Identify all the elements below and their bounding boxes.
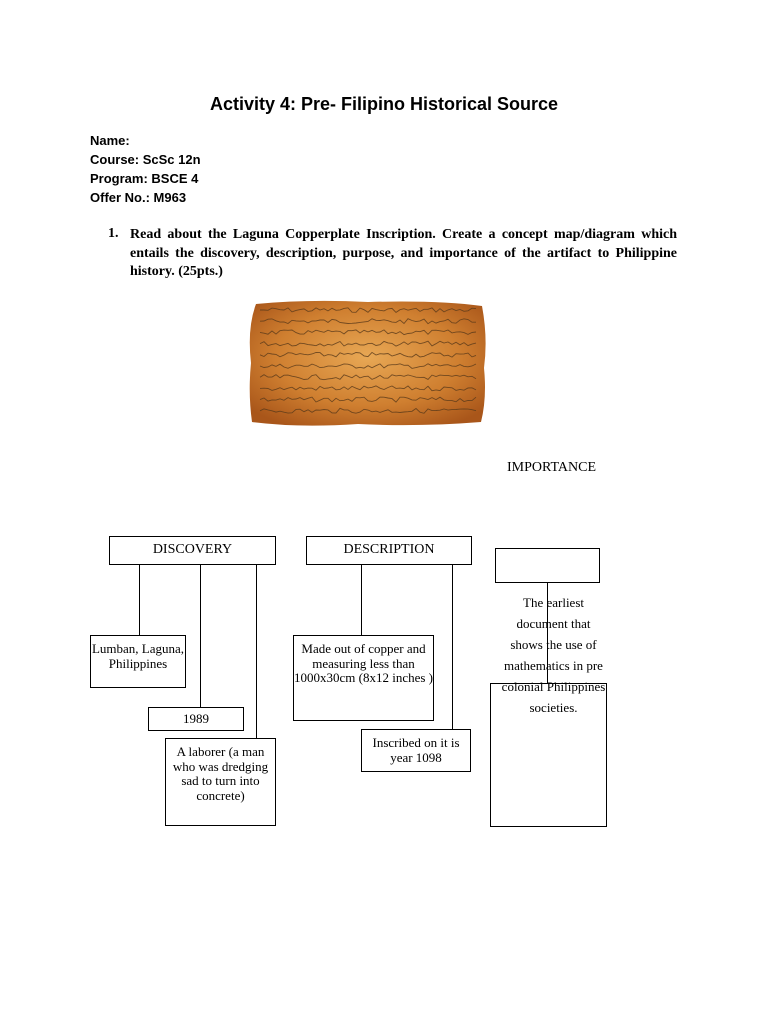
discovery-title: DISCOVERY	[152, 542, 233, 557]
importance-line: mathematics in pre	[504, 658, 603, 673]
student-info	[90, 131, 201, 207]
discovery-finder-text: A laborer (a man who was dredging sad to turn into concrete)	[172, 744, 269, 803]
description-inscribed-box	[361, 729, 471, 772]
connector-line	[200, 565, 201, 707]
discovery-box	[109, 536, 276, 565]
description-inscribed-text: Inscribed on it is year 1098	[372, 735, 460, 765]
program-line: Program: BSCE 4	[90, 171, 199, 186]
discovery-place-box	[90, 635, 186, 688]
connector-line	[361, 565, 362, 635]
description-box	[306, 536, 472, 565]
question-number: 1.	[108, 226, 119, 241]
importance-empty-box	[495, 548, 600, 583]
importance-line: document that	[516, 616, 591, 631]
discovery-year-box	[148, 707, 244, 731]
description-material-text: Made out of copper and measuring less than 1000x30cm (8x12 inches )	[294, 641, 434, 685]
importance-line: The earliest	[523, 595, 584, 610]
connector-line	[256, 565, 257, 738]
importance-line: colonial Philippines	[501, 679, 606, 694]
connector-line	[139, 565, 140, 635]
importance-line: societies.	[529, 700, 578, 715]
page-title: Activity 4: Pre- Filipino Historical Source	[209, 94, 559, 114]
importance-line: shows the use of	[510, 637, 597, 652]
description-title: DESCRIPTION	[343, 542, 435, 557]
offer-line: Offer No.: M963	[90, 190, 187, 205]
discovery-finder-box	[165, 738, 276, 826]
description-material-box	[293, 635, 434, 721]
discovery-year-text: 1989	[183, 711, 209, 726]
connector-line	[452, 565, 453, 729]
course-line: Course: ScSc 12n	[90, 152, 201, 167]
name-label: Name:	[90, 133, 130, 148]
discovery-place-text: Lumban, Laguna, Philippines	[91, 641, 185, 671]
question-text: Read about the Laguna Copperplate Inscription. Create a concept map/diagram which entails the discovery, description, purpose, and importance of the artifact to Philippine history. (25pts.)	[130, 227, 677, 279]
importance-text	[490, 592, 617, 718]
copperplate-image	[248, 298, 488, 428]
importance-heading: IMPORTANCE	[507, 460, 597, 475]
